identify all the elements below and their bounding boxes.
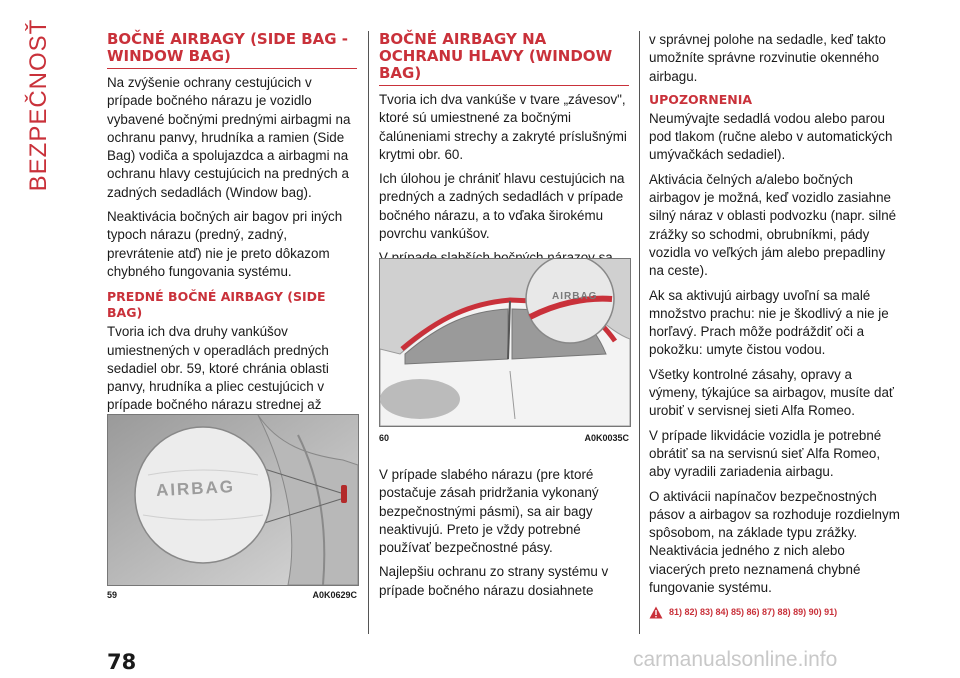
column-3 [649, 31, 901, 622]
subsection-title-front-side-bag: PREDNÉ BOČNÉ AIRBAGY (SIDE BAG) [107, 289, 326, 321]
warning-paragraph: O aktivácii napínačov bezpečnostných pásov a airbagov sa rozhoduje rozdielnym spôsobom, na základe typu zrážky. Neaktivácia jedného z nich alebo viacerých preto neznamená chybné fungovanie systému. [649, 488, 900, 596]
warning-paragraph: Ak sa aktivujú airbagy uvoľní sa malé množstvo prachu: nie je škodlivý a nie je horľavý. Prach môže podráždiť oči a pokožku: umyte čistou vodou. [649, 287, 889, 358]
section-label: BEZPEČNOSŤ [25, 18, 52, 192]
figure-code: A0K0629C [312, 590, 357, 600]
paragraph: Neaktivácia bočných air bagov pri iných typoch nárazu (predný, zadný, prevrátenie atď) nie je preto dôkazom chybného fungovania systému. [107, 209, 343, 279]
column-1 [107, 31, 357, 439]
figure-59-caption [107, 590, 357, 602]
section-title-side-bag: BOČNÉ AIRBAGY (SIDE BAG - WINDOW BAG) [107, 31, 357, 69]
paragraph: Na zvýšenie ochrany cestujúcich v prípade bočného nárazu je vozidlo vybavené bočnými prednými airbagmi na ochranu panvy, hrudníka a ramien (Side Bag) vodiča a spolujazdca a airbagmi na ochranu hlavy cestujúcich na predných a zadných sedadlách (Window bag). [107, 75, 351, 200]
paragraph: V prípade slabého nárazu (pre ktoré postačuje zásah pridržania vykonaný bezpečnostnými pásmi), sa air bagy neaktivujú. Preto je vždy potrebné používať bezpečnostné pásy. [379, 467, 599, 556]
warning-references [649, 603, 901, 621]
paragraph: Ich úlohou je chrániť hlavu cestujúcich na predných a zadných sedadlách v prípade bočného nárazu, a to vďaka širokému povrchu vankúšov. [379, 171, 625, 242]
warnings-title: UPOZORNENIA [649, 91, 753, 107]
figure-code: A0K0035C [584, 433, 629, 443]
paragraph: v správnej polohe na sedadle, keď takto umožníte správne rozvinutie okenného airbagu. [649, 32, 886, 84]
warning-triangle-icon [649, 606, 663, 619]
paragraph: Najlepšiu ochranu zo strany systému v prípade bočného nárazu dosiahnete [379, 564, 609, 598]
paragraph: Tvoria ich dva druhy vankúšov umiestnených v operadlách predných sedadiel obr. 59, ktoré chránia oblasti panvy, hrudníka a pliec cestujúcich v prípade bočného nárazu strednej až [107, 324, 329, 413]
page-number: 78 [107, 650, 137, 674]
section-title-window-bag: BOČNÉ AIRBAGY NA OCHRANU HLAVY (WINDOW BAG) [379, 31, 629, 86]
warning-paragraph: Neumývajte sedadlá vodou alebo parou pod tlakom (ručne alebo v automatických umývačkách sedadiel). [649, 110, 893, 163]
section-side-tab [22, 18, 56, 192]
watermark: carmanualsonline.info [633, 648, 838, 671]
column-divider [639, 31, 640, 634]
figure-number: 60 [379, 433, 390, 443]
column-2 [379, 31, 629, 292]
airbag-emboss-label: AIRBAG [155, 476, 236, 501]
airbag-label: AIRBAG [552, 291, 598, 302]
column-divider [368, 31, 369, 634]
column-2-lower [379, 466, 629, 606]
paragraph: Tvoria ich dva vankúše v tvare „závesov", ktoré sú umiestnené za bočnými čalúneniami strechy a zakryté príslušnými krytmi obr. 60. [379, 92, 627, 162]
warning-paragraph: Aktivácia čelných a/alebo bočných airbagov je možná, keď vozidlo zasiahne silný náraz v oblasti podvozku (napr. silné zrážky so schodmi, obrubníkmi, pády vozidla vo veľkých jám alebo prepadliny na ceste). [649, 171, 897, 279]
figure-number: 59 [107, 590, 118, 600]
warning-reference-numbers: 81) 82) 83) 84) 85) 86) 87) 88) 89) 90) 91) [669, 607, 838, 618]
warning-paragraph: Všetky kontrolné zásahy, opravy a výmeny, týkajúce sa airbagov, musíte dať urobiť v servisnej sieti Alfa Romeo. [649, 366, 894, 419]
figure-60-caption [379, 433, 629, 445]
figure-60-window-airbag [379, 258, 631, 427]
figure-59-seat-airbag [107, 414, 359, 586]
warning-paragraph: V prípade likvidácie vozidla je potrebné obrátiť sa na servisnú sieť Alfa Romeo, aby vyradili zariadenia airbagu. [649, 427, 882, 480]
